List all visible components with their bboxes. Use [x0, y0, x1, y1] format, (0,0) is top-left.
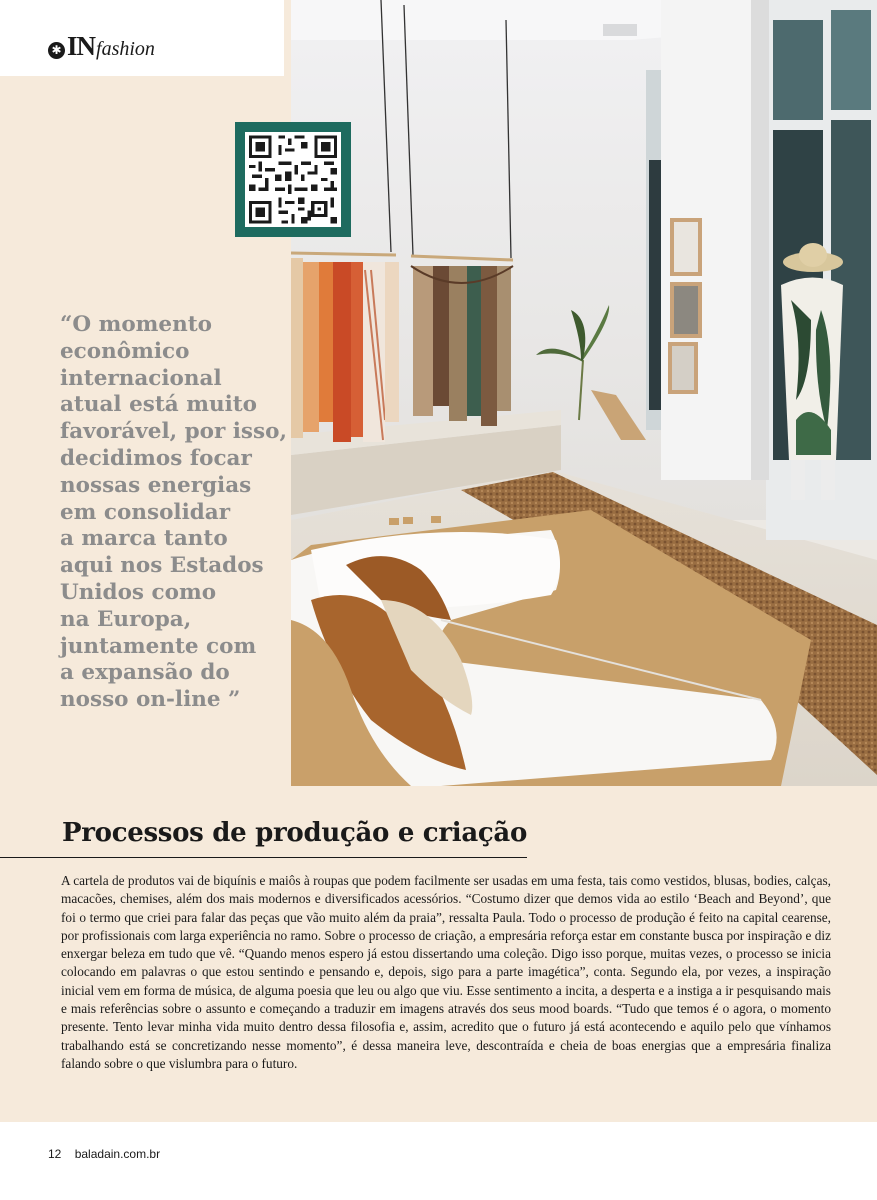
quote-line: “O momento: [60, 312, 213, 337]
logo-in: IN: [67, 31, 96, 61]
header: [0, 0, 284, 76]
page-footer: [48, 1147, 160, 1161]
quote-line: aqui nos Estados: [60, 553, 264, 579]
boutique-interior-photo: [291, 0, 877, 786]
quote-line: a expansão do: [60, 660, 230, 686]
asterisk-circle-icon: ✱: [48, 42, 65, 59]
page-number: 12: [48, 1147, 62, 1161]
quote-line: em consolidar: [60, 499, 231, 525]
pull-quote: [60, 312, 286, 714]
quote-line: atual está muito: [60, 392, 258, 418]
quote-line: favorável, por isso,: [60, 419, 287, 445]
quote-line: internacional: [60, 365, 222, 391]
quote-line: a marca tanto: [60, 526, 228, 552]
section-title: Processos de produção e criação: [62, 818, 527, 848]
site-url[interactable]: baladain.com.br: [74, 1147, 161, 1161]
quote-line: nosso on-line ”: [60, 687, 241, 713]
quote-line: decidimos focar: [60, 445, 252, 471]
title-divider: [0, 857, 527, 858]
qr-code[interactable]: [235, 122, 351, 237]
article-body: A cartela de produtos vai de biquínis e maiôs à roupas que podem facilmente ser usadas em uma festa, tais como vestidos, blusas, bodies, calças, macacões, chemises, além dos mais modernos e diversificados acessórios. “Costumo dizer que demos vida ao estilo ‘Beach and Beyond’, que foi o termo que criei para falar das peças que vão muito além da praia”, ressalta Paula. Todo o processo de produção é feito na capital cearense, por profissionais com larga experiência no ramo. Sobre o processo de criação, a empresária reforça estar em constante busca por inspiração e diz enxergar beleza em tudo que vê. “Quando menos espero já estou dissertando uma coleção. Digo isso porque, muitas vezes, o processo se inicia colocando em palavras o que estou sentindo e pensando e, depois, sigo para a parte imagética”, conta. Segundo ela, por vezes, a inspiração inicial vem em forma de música, de alguma poesia que leu ou algo que viu. Esse sentimento a incita, a desperta e a instiga a ir pesquisando mais e mais referências sobre o assunto e começando a traduzir em imagens através dos seus mood boards. “Tudo que temos é o agora, o momento presente. Tento levar minha vida muito dentro dessa filosofia e, assim, acredito que o futuro já está acontecendo e aquilo pelo que vínhamos trabalhando está se concretizando nesse momento”, é dessa maneira leve, descontraída e cheia de boas energias que a empresária finaliza falando sobre o que vislumbra para o futuro.: [61, 873, 831, 1071]
qr-code-icon: [245, 132, 341, 227]
quote-line: nossas energias: [60, 472, 252, 498]
quote-line: Unidos como: [60, 579, 217, 605]
quote-line: econômico: [60, 338, 190, 364]
section-logo: [48, 33, 155, 60]
quote-line: juntamente com: [60, 633, 257, 659]
quote-line: na Europa,: [60, 606, 192, 632]
logo-fashion: fashion: [96, 38, 155, 60]
